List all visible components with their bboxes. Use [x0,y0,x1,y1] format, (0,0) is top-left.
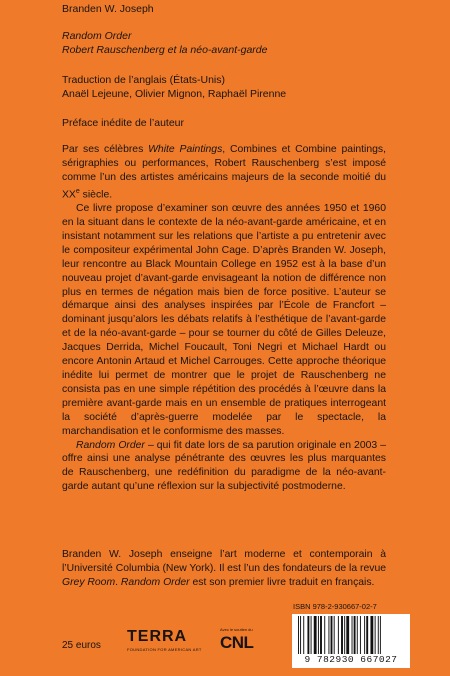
paragraph-conclusion [62,439,386,495]
barcode-bar [380,616,381,654]
author-name: Branden W. Joseph [62,3,154,15]
barcode-digits: 9 782930 667027 [304,654,398,665]
text-run: siècle. [79,189,113,201]
barcode-bar [300,616,301,654]
paragraph-main: Ce livre propose d’examiner son œuvre des années 1950 et 1960 en la situant dans le contexte de la néo-avant-garde américaine, et en insistant notamment sur les relations que l’artiste a pu entretenir avec le compositeur expérimental John Cage. D’après Branden W. Joseph, leur rencontre au Black Mountain College en 1952 est à la base d’un nouveau projet d’avant-garde envisageant la notion de différence non plus en termes de négation mais bien de force positive. L’auteur se démarque ainsi des analyses inspirées par l’École de Francfort – dominant jusqu’alors les débats relatifs à l’esthétique de l’avant-garde et de la néo-avant-garde – pour se tourner du côté de Gilles Deleuze, Jacques Derrida, Michel Foucault, Toni Negri et Michael Hardt ou encore Antonin Artaud et Michel Carrouges. Cette approche théorique inédite lui permet de montrer que le projet de Rauschenberg ne consista pas en une simple répétition des procédés à l’œuvre dans la première avant-garde mais en un ensemble de pratiques interrogeant la société d’après-guerre modelée par le spectacle, la marchandisation et le conformisme des masses. [62,203,386,437]
barcode-bar [360,616,361,654]
barcode-bar [307,616,309,654]
italic-title: Grey Room [62,576,116,588]
italic-title: Random Order [120,576,190,588]
barcode-bar [375,616,376,654]
barcode-bar [352,616,353,654]
barcode-bar [338,616,339,654]
cnl-logo [220,627,262,653]
text-run: est son premier livre traduit en français. [189,576,375,588]
terra-wordmark: TERRA [127,628,188,645]
barcode-bar [366,616,368,654]
barcode-bar [354,616,356,654]
italic-title: Random Order [76,439,145,451]
barcode-bar [298,616,299,654]
translators: Anaël Lejeune, Olivier Mignon, Raphaël Pirenne [62,88,287,100]
paragraph-intro [62,143,386,202]
price-label: 25 euros [62,640,101,651]
text-run: Branden W. Joseph enseigne l’art moderne et contemporain à l’Université Columbia (New York). Il est l’un des fondateurs de la revue [62,549,386,574]
terra-logo [127,628,202,652]
barcode-bar [324,616,325,654]
translation-block [62,73,286,101]
cnl-support-text: Avec le soutien du [220,627,253,632]
barcode-bar [370,616,373,654]
barcode-bar [334,616,335,654]
text-run: Par ses célèbres [62,144,149,155]
barcode-bar [311,616,312,654]
preface-note: Préface inédite de l’auteur [62,117,184,129]
isbn-number: ISBN 978-2-930667-02-7 [293,602,377,611]
barcode-bar [346,616,349,654]
barcode-bar [331,616,333,654]
terra-tagline: FOUNDATION FOR AMERICAN ART [127,647,202,652]
barcode-bar [314,616,317,654]
barcode [292,614,410,668]
italic-title: White Paintings [148,144,223,155]
barcode-bar [357,616,358,654]
title-block [62,29,267,57]
text-run: . [115,576,121,588]
barcode-bar [341,616,343,654]
barcode-bars [296,616,406,654]
barcode-bar [364,616,365,654]
translation-line: Traduction de l’anglais (États-Unis) [62,74,226,86]
text-run: , Combines et Combine paintings, sérigraphies ou performances, Robert Rauschenberg s’est imposé comme l’un des artistes américains majeurs de la seconde moitié du XX [62,144,386,201]
barcode-bar [344,616,345,654]
cnl-wordmark: CNL [220,633,254,652]
barcode-bar [378,616,379,654]
bio-paragraph [62,548,386,590]
superscript: e [75,187,80,195]
barcode-bar [318,616,319,654]
book-title: Random Order [62,30,132,42]
book-subtitle: Robert Rauschenberg et la néo-avant-garde [62,44,268,56]
description-text [62,143,386,494]
barcode-bar [320,616,322,654]
barcode-bar [328,616,329,654]
text-run: – qui fit date lors de sa parution originale en 2003 – offre ainsi une analyse pénétrante des œuvres les plus marquantes de Rauschenberg, une redéfinition du paradigme de la néo-avant-garde autant qu’une réflexion sur la subjectivité postmoderne. [62,439,386,493]
author-bio [62,548,386,590]
barcode-bar [303,616,304,654]
